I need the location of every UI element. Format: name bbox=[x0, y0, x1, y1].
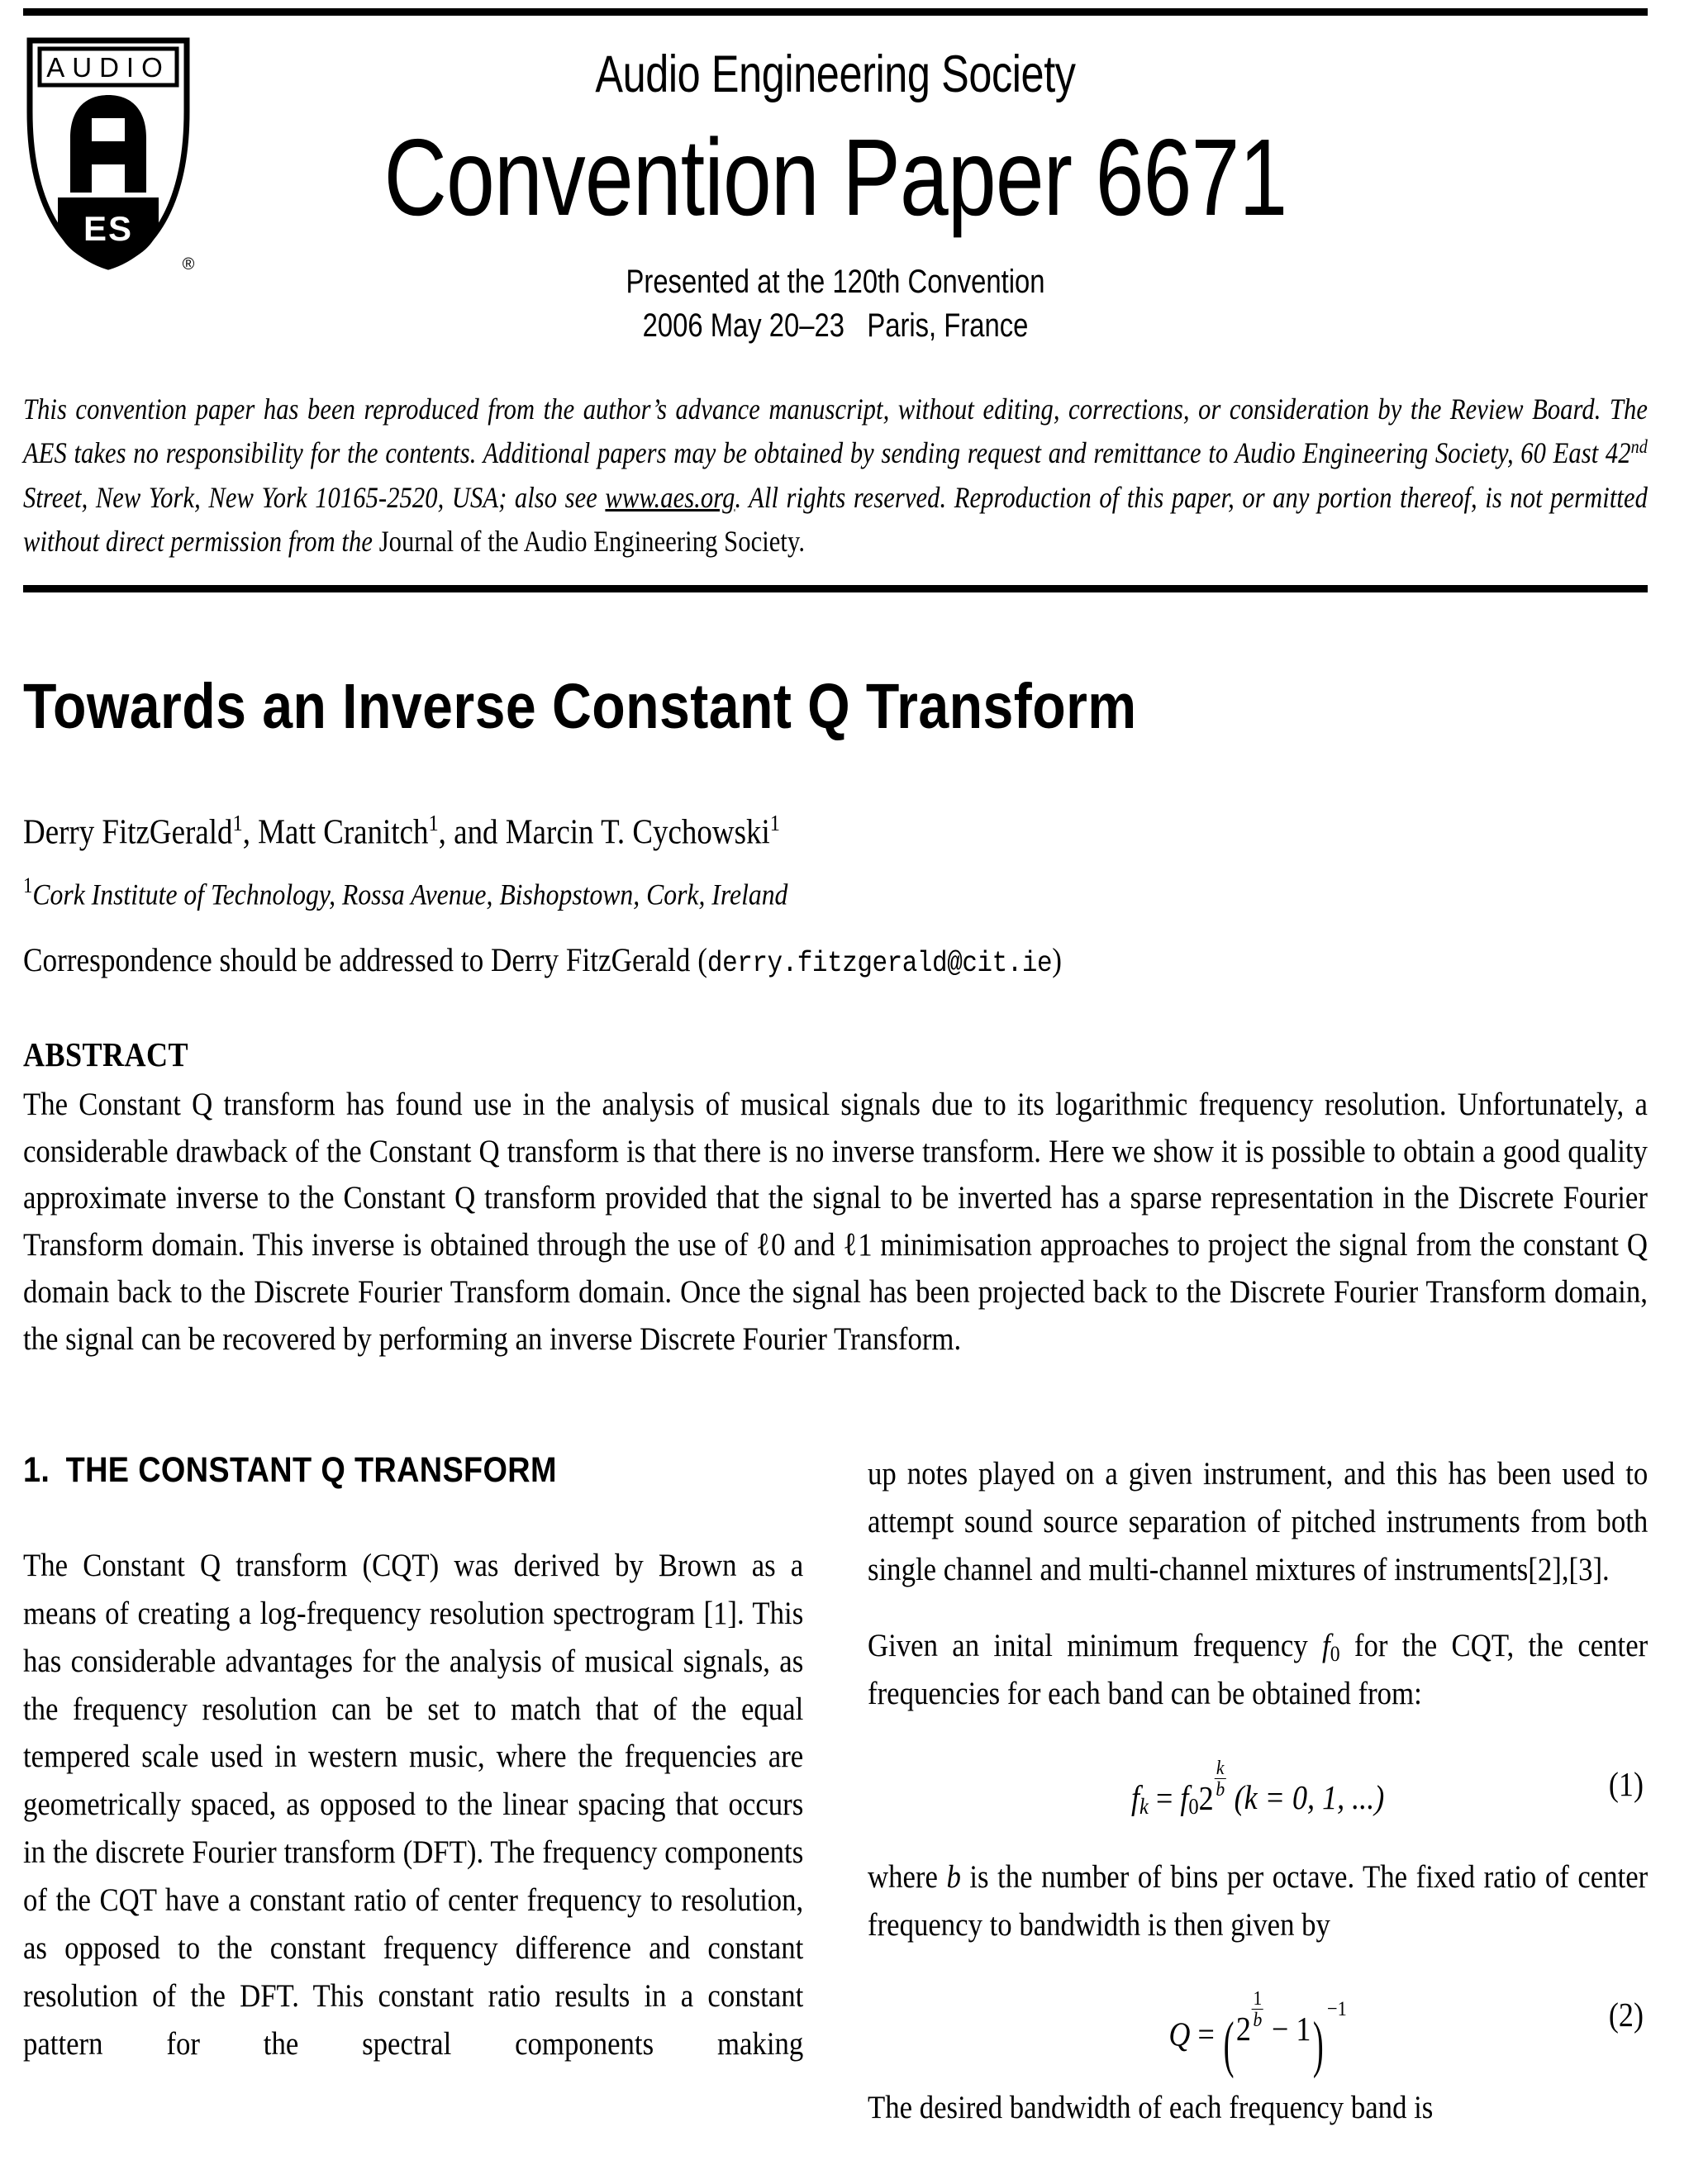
para3-prefix: where bbox=[868, 1858, 947, 1895]
equation-1-row bbox=[868, 1746, 1648, 1825]
eq2-base: 2 bbox=[1235, 2010, 1251, 2048]
para2-suffix: for the CQT, the center frequencies for each band can be obtained from: bbox=[868, 1626, 1649, 1711]
affiliation-line bbox=[23, 873, 1648, 912]
symbol-f0: $f_0$ bbox=[1322, 1626, 1340, 1666]
eq1-base: 2 bbox=[1198, 1778, 1214, 1817]
page-title: Towards an Inverse Constant Q Transform bbox=[23, 671, 1137, 742]
author-separator-2: , and bbox=[438, 813, 506, 852]
section-1-title: THE CONSTANT Q TRANSFORM bbox=[65, 1450, 557, 1490]
author-1-name: Derry FitzGerald bbox=[23, 813, 233, 852]
header-bottom-rule bbox=[23, 585, 1648, 592]
masthead bbox=[23, 16, 1648, 354]
right-column-paragraph-1: up notes played on a given instrument, and this has been used to attempt sound source separation of pitched instruments from both single channel and multi-channel mixtures of instruments[2],[3]. bbox=[868, 1455, 1649, 1587]
right-column bbox=[868, 1450, 1648, 2160]
abstract-heading: ABSTRACT bbox=[23, 1035, 189, 1073]
journal-name: Journal of the Audio Engineering Society. bbox=[378, 524, 806, 558]
logo-audio-text: AUDIO bbox=[46, 52, 170, 83]
correspondence-line bbox=[23, 940, 1648, 980]
eq2-minus-one: − 1 bbox=[1263, 2010, 1311, 2048]
eq2-inner bbox=[1236, 1988, 1311, 2048]
eq2-equals: = bbox=[1190, 2015, 1222, 2053]
logo-es-text: ES bbox=[83, 209, 134, 248]
body-columns bbox=[23, 1450, 1648, 2160]
eq1-equals: = bbox=[1148, 1778, 1181, 1817]
affiliation-text: Cork Institute of Technology, Rossa Avenue, Bishopstown, Cork, Ireland bbox=[32, 878, 788, 911]
disclaimer-ordinal-suffix: nd bbox=[1630, 436, 1648, 459]
eq2-exponent-fraction: $\frac{1}{b}$ bbox=[1253, 1987, 1263, 2032]
eq2-open-paren: ( bbox=[1223, 2009, 1235, 2079]
disclaimer-part-3: . All rights reserved. Reproduction of this paper, or any portion thereof, is not permitted without direct permission from the bbox=[23, 480, 1648, 558]
logo-registered-mark: ® bbox=[182, 255, 195, 274]
disclaimer-part-2: Street, New York, New York 10165-2520, USA; also see bbox=[23, 480, 606, 514]
eq2-power: −1 bbox=[1326, 1996, 1347, 2020]
disclaimer-part-1: This convention paper has been reproduced from the author’s advance manuscript, without editing, corrections, or consideration by the Review Board. The AES takes no responsibility for the contents. Additional papers may be obtained by sending request and remittance to Audio Engineering Society, 60 East 42 bbox=[23, 393, 1648, 470]
aes-website-link[interactable]: www.aes.org bbox=[605, 480, 735, 514]
presented-line-2: 2006 May 20–23 Paris, France bbox=[642, 307, 1029, 344]
eq1-lhs: fk bbox=[1131, 1778, 1149, 1820]
equation-1-number: (1) bbox=[1608, 1764, 1644, 1803]
eq2-lhs: Q bbox=[1168, 2015, 1191, 2053]
section-1-heading bbox=[23, 1450, 803, 1491]
society-name: Audio Engineering Society bbox=[595, 45, 1076, 103]
author-3-affiliation-marker: 1 bbox=[769, 809, 780, 835]
eq1-rhs-f0: f0 bbox=[1180, 1778, 1199, 1820]
reproduction-disclaimer bbox=[23, 388, 1648, 564]
author-2-name: Matt Cranitch bbox=[258, 813, 429, 852]
correspondence-suffix: ) bbox=[1052, 940, 1062, 978]
correspondence-prefix: Correspondence should be addressed to Derry FitzGerald ( bbox=[23, 940, 707, 978]
author-3-name: Marcin T. Cychowski bbox=[505, 813, 770, 852]
author-list bbox=[23, 810, 1648, 853]
abstract-body: The Constant Q transform has found use in the analysis of musical signals due to its logarithmic frequency resolution. Unfortunately, a considerable drawback of the Constant Q transform is that there is no inverse transform. Here we show it is possible to obtain a good quality approximate inverse to the Constant Q transform provided that the signal to be inverted has a sparse representation in the Discrete Fourier Transform domain. This inverse is obtained through the use of ℓ0 and ℓ1 minimisation approaches to project the signal from the constant Q domain back to the Discrete Fourier Transform domain. Once the signal has been projected back to the Discrete Fourier Transform domain, the signal can be recovered by performing an inverse Discrete Fourier Transform. bbox=[23, 1085, 1648, 1358]
author-2-affiliation-marker: 1 bbox=[428, 809, 439, 835]
section-1-number: 1. bbox=[23, 1450, 50, 1490]
right-column-paragraph-2 bbox=[868, 1622, 1648, 1718]
eq1-exponent-fraction: $\frac{k}{b}$ bbox=[1216, 1756, 1225, 1801]
eq2-close-paren: ) bbox=[1312, 2009, 1324, 2079]
para2-prefix: Given an inital minimum frequency bbox=[868, 1626, 1323, 1663]
eq1-condition: (k = 0, 1, ...) bbox=[1234, 1778, 1385, 1817]
affiliation-marker: 1 bbox=[23, 873, 33, 898]
correspondence-email[interactable]: derry.fitzgerald@cit.ie bbox=[707, 946, 1053, 980]
equation-2-row bbox=[868, 1977, 1648, 2079]
right-column-paragraph-3 bbox=[868, 1853, 1648, 1949]
equation-2-number: (2) bbox=[1608, 1996, 1644, 2034]
convention-paper-label: Convention Paper 6671 bbox=[383, 117, 1287, 239]
equation-2-body bbox=[868, 1988, 1648, 2080]
right-column-paragraph-4: The desired bandwidth of each frequency band is bbox=[868, 2089, 1434, 2126]
author-separator-1: , bbox=[242, 813, 259, 852]
left-column-paragraph-1: The Constant Q transform (CQT) was derived by Brown as a means of creating a log-frequency resolution spectrogram [1]. This has considerable advantages for the analysis of musical signals, as the frequency resolution can be set to match that of the equal tempered scale used in western music, where the frequencies are geometrically spaced, as opposed to the linear spacing that occurs in the discrete Fourier transform (DFT). The frequency components of the CQT have a constant ratio of center frequency to resolution, as opposed to the constant frequency difference and constant resolution of the DFT. This constant ratio results in a constant pattern for the spectral components making bbox=[23, 1547, 804, 2062]
para3-suffix: is the number of bins per octave. The fixed ratio of center frequency to bandwidth is then given by bbox=[868, 1858, 1649, 1943]
presented-at-block bbox=[169, 239, 1501, 348]
presented-line-1: Presented at the 120th Convention bbox=[626, 263, 1045, 300]
author-1-affiliation-marker: 1 bbox=[232, 809, 243, 835]
left-column bbox=[23, 1450, 803, 2160]
symbol-b: b bbox=[946, 1858, 961, 1895]
top-horizontal-rule bbox=[23, 8, 1648, 16]
page-content bbox=[23, 0, 1648, 1363]
equation-1-body bbox=[868, 1758, 1648, 1821]
